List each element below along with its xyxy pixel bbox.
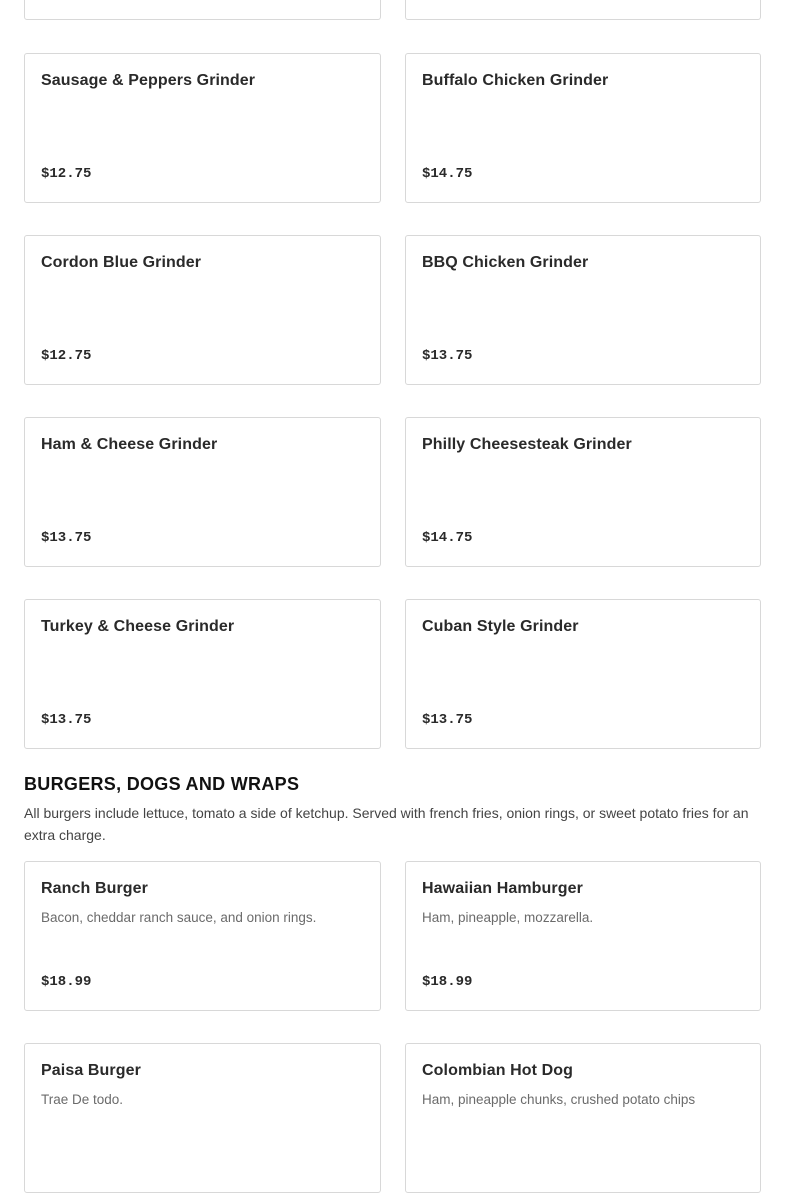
item-name: Ham & Cheese Grinder [41, 436, 218, 453]
menu-item-card[interactable] [24, 599, 381, 749]
menu-item-card[interactable] [405, 417, 761, 567]
section-description: All burgers include lettuce, tomato a side of ketchup. Served with french fries, onion rings, or sweet potato fries for an extra charge. [24, 805, 749, 843]
item-description: Bacon, cheddar ranch sauce, and onion rings. [41, 910, 317, 925]
menu-item-card[interactable] [24, 53, 381, 203]
item-name: Ranch Burger [41, 880, 148, 897]
menu-item-card[interactable] [24, 235, 381, 385]
item-price: $14.75 [422, 530, 473, 546]
menu-item-card[interactable] [405, 53, 761, 203]
item-price: $12.75 [41, 348, 92, 364]
menu-item-card[interactable] [24, 861, 381, 1011]
item-name: Colombian Hot Dog [422, 1062, 574, 1079]
menu-item-card[interactable] [24, 417, 381, 567]
section-title: BURGERS, DOGS AND WRAPS [24, 774, 300, 794]
menu-item-card[interactable] [405, 861, 761, 1011]
item-price: $14.75 [422, 166, 473, 182]
item-price: $13.75 [41, 712, 92, 728]
menu-item-card[interactable] [24, 1043, 381, 1193]
item-name: Paisa Burger [41, 1062, 141, 1079]
menu-item-card[interactable] [405, 235, 761, 385]
menu-item-card[interactable] [405, 1043, 761, 1193]
item-description: Ham, pineapple, mozzarella. [422, 910, 594, 925]
menu-item-card[interactable] [24, 0, 381, 20]
item-name: Philly Cheesesteak Grinder [422, 436, 632, 453]
item-name: Sausage & Peppers Grinder [41, 72, 256, 89]
item-price: $12.75 [41, 166, 92, 182]
item-name: BBQ Chicken Grinder [422, 254, 589, 271]
item-price: $13.75 [41, 530, 92, 546]
item-name: Cuban Style Grinder [422, 618, 579, 635]
item-price: $18.99 [41, 974, 92, 990]
item-name: Buffalo Chicken Grinder [422, 72, 609, 89]
item-price: $13.75 [422, 348, 473, 364]
item-name: Hawaiian Hamburger [422, 880, 583, 897]
item-price: $18.99 [422, 974, 473, 990]
item-price: $13.75 [422, 712, 473, 728]
item-name: Cordon Blue Grinder [41, 254, 202, 271]
menu-item-card[interactable] [405, 0, 761, 20]
item-name: Turkey & Cheese Grinder [41, 618, 235, 635]
item-description: Ham, pineapple chunks, crushed potato chips [422, 1092, 696, 1107]
item-description: Trae De todo. [41, 1092, 124, 1107]
menu-item-card[interactable] [405, 599, 761, 749]
